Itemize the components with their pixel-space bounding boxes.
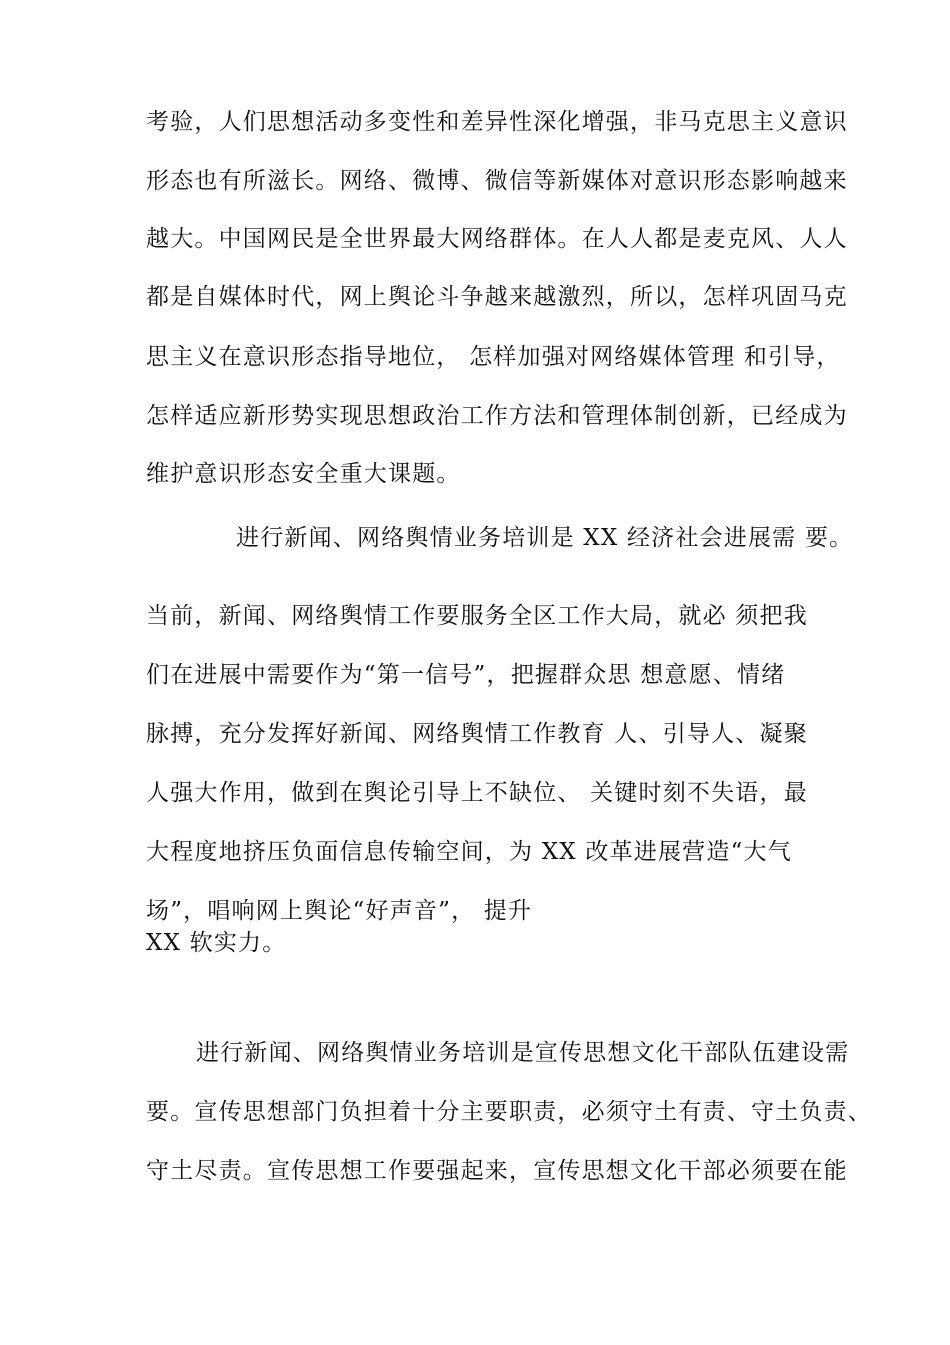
text-line: 人强大作用，做到在舆论引导上不缺位、 关键时刻不失语，最 — [146, 780, 808, 806]
paragraph-heading-line: 进行新闻、网络舆情业务培训是 XX 经济社会进展需 要。 — [236, 525, 854, 551]
text-line: 形态也有所滋长。网络、微博、微信等新媒体对意识形态影响越来 — [146, 168, 848, 194]
text-line: 守土尽责。宣传思想工作要强起来，宣传思想文化干部必须要在能 — [146, 1158, 848, 1184]
text-line: 要。宣传思想部门负担着十分主要职责，必须守土有责、守土负责、 — [146, 1099, 872, 1125]
text-line: 越大。中国网民是全世界最大网络群体。在人人都是麦克风、人人 — [146, 226, 848, 252]
text-line: 怎样适应新形势实现思想政治工作方法和管理体制创新，已经成为 — [146, 403, 848, 429]
text-line: XX 软实力。 — [146, 930, 287, 956]
text-line: 思主义在意识形态指导地位， 怎样加强对网络媒体管理 和引导， — [146, 344, 841, 370]
text-line: 都是自媒体时代，网上舆论斗争越来越激烈，所以，怎样巩固马克 — [146, 284, 848, 310]
text-line: 当前，新闻、网络舆情工作要服务全区工作大局，就必 须把我 — [146, 603, 808, 629]
paragraph-first-line: 进行新闻、网络舆情业务培训是宣传思想文化干部队伍建设需 — [196, 1040, 850, 1066]
text-line: 场”，唱响网上舆论“好声音”， 提升 — [146, 898, 533, 924]
text-line: 们在进展中需要作为“第一信号”，把握群众思 想意愿、情绪 — [146, 662, 786, 688]
text-line: 维护意识形态安全重大课题。 — [146, 461, 461, 487]
text-line: 考验，人们思想活动多变性和差异性深化增强，非马克思主义意识 — [146, 109, 848, 135]
text-line: 脉搏，充分发挥好新闻、网络舆情工作教育 人、引导人、凝聚 — [146, 721, 808, 747]
text-line: 大程度地挤压负面信息传输空间，为 XX 改革进展营造“大气 — [146, 839, 792, 865]
